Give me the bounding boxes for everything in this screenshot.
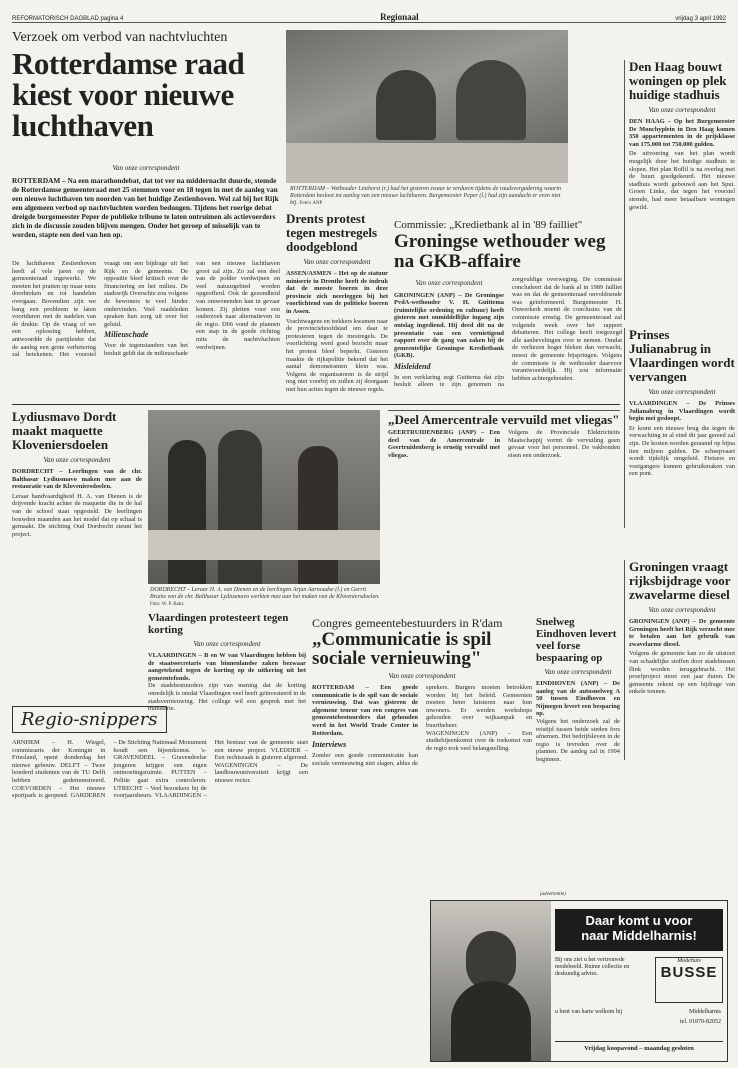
denhaag-article (624, 60, 735, 320)
congres-body-2: WAGENINGEN (ANP) – Een studiebijeenkomst over de toekomst van de regio trok veel belangstelling. (426, 729, 532, 752)
julianabrug-body: Er komt een nieuwe brug die tegen de verwachting in al eind dit jaar gereed zal zijn. De kosten worden geraamd op bijna tien miljoen gulden. De scheepvaart wordt tijdelijk omgeleid. Fietsers en voetgangers kunnen gebruikmaken van een pont. (629, 424, 735, 478)
julianabrug-article (624, 328, 735, 528)
congres-body: Zonder een goede communicatie kan sociale vernieuwing niet slagen, aldus de sprekers. Burgers moeten betrokken worden bij het beleid. Gemeenten moeten beter luisteren naar hun inwoners. Er werden workshops gehouden over wijkaanpak en buurtbeheer. (312, 684, 532, 767)
regio-snippers (12, 706, 308, 1061)
denhaag-headline: Den Haag bouwt woningen op plek huidige stadhuis (629, 59, 727, 102)
ameroncentrale-body: Volgens de Provinciale Elektriciteits Maatschappij vormt de vervuiling geen gevaar voor het personeel. De vakbonden eisen een onderzoek. (508, 429, 620, 459)
header-date: vrijdag 3 april 1992 (675, 16, 726, 22)
lydiusmavo-lead: DORDRECHT – Leerlingen van de chr. Balthasar Lydiusmavo maken mee aan de restauratie van de Kloveniersdoelen. (12, 468, 142, 491)
regio-title: Regio-snippers (12, 706, 167, 733)
main-subheading: Milieuschade (104, 330, 149, 340)
julianabrug-byline: Van onze correspondent (648, 388, 716, 396)
ad-phone: tel. 01870-82052 (680, 1019, 721, 1025)
lydiusmavo-body: Leraar handvaardigheid H. A. van Dienen is de drijvende kracht achter de maquette die in de hal van de school staat opgesteld. De leerlingen bouwden maanden aan het model dat op schaal is gemaakt. De stichting Oud Dordrecht steunt het project. (12, 492, 142, 538)
congres-subheading: Interviews (312, 740, 347, 750)
main-body-text: De luchthaven Zestienhoven heeft al vele jaren op de gemeenteraad ingewerkt. We moeten het pratten op maar eens doorbreken en tot handelen overgaan. Bovendien zijn we bang een probleem te laten voortduren met de nadelen van de drukte. Op de vraag of we een oplossing hebben, antwoordde de partijleider dat de aanleg een grote verbetering zal betekenen. Het voorstel vraagt om een bijdrage uit het Rijk en de gemeente. De oppositie bleef kritisch over de financiering en het milieu. De stadswijk Overschie zou volgens de bewoners te veel hinder ondervinden. Veel raadsleden spraken hun zorg uit over het geluid. (12, 260, 188, 359)
drents-headline: Drents protest tegen mestregels doodgeblond (286, 211, 378, 254)
congres-article (312, 616, 532, 886)
congres-lead: ROTTERDAM – Een goede communicatie is de spil van de sociale vernieuwing. Dat was gisteren de algemene teneur van een congres van gemeentebestuurders dat gehouden werd in het World Trade Center in Rotterdam. (312, 684, 418, 737)
drents-article (286, 212, 388, 398)
denhaag-lead: DEN HAAG – Op het Burgemeester De Monchyplein in Den Haag komen 350 appartementen in de prijsklasse van 175.000 tot 750.000 gulden. (629, 118, 735, 148)
rijksbijdrage-lead: GRONINGEN (ANP) – De gemeente Groningen heeft het Rijk verzocht mee te betalen aan het gebruik van zwavelarme diesel. (629, 618, 735, 648)
lydiusmavo-headline: Lydiusmavo Dordt maakt maquette Kloveniersdoelen (12, 409, 117, 452)
snelweg-lead: EINDHOVEN (ANP) – De aanleg van de autosnelweg A 50 tussen Eindhoven en Nijmegen levert een besparing op. (536, 680, 620, 718)
photo1-caption-text: ROTTERDAM – Wethouder Linthorst (r.) had het gisteren zwaar te verduren tijdens de raadsvergadering waarin Rotterdam besloot tot aanleg van een nieuwe luchthaven. Burgemeester Peper (l.) had zijn aandacht er even niet bij. (290, 186, 562, 206)
vlaardingen-headline: Vlaardingen protesteert tegen korting (148, 612, 289, 636)
ad-photo (431, 901, 551, 1061)
ad-welcome: u bent van harte welkom bij (555, 1009, 623, 1015)
snelweg-headline: Snelweg Eindhoven levert veel forse bespaaring op (536, 616, 617, 664)
ad-body: Bij ons ziet u het vertrouwde modebeeld. Ruime collectie en deskundig advies. (555, 957, 630, 977)
ad-tagline-2: naar Middelharnis! (581, 928, 697, 943)
drents-body: Vrachtwagens en trekkers kwamen naar de provinciehoofdstad om daar te protesteren tegen de mestregels. De voorlichting werd goed bezocht maar het protest bleef beperkt. Gisteren maakte de rijkspolitie bekend dat het aantal demonstranten klein was. Volgens de organisatoren is de strijd nog niet voorbij en zullen zij doorgaan met hun acties tegen de nieuwe regels. (286, 317, 388, 393)
congres-byline: Van onze correspondent (388, 672, 456, 680)
ameroncentrale-headline: „Deel Amercentrale vervuild met vliegas" (388, 412, 620, 427)
ameroncentrale-lead: GEERTRUIDENBERG (ANP) – Een deel van de Amercentrale in Geertruidenberg is ernstig vervuild met vliegas. (388, 429, 500, 459)
julianabrug-headline: Prinses Julianabrug in Vlaardingen wordt vervangen (629, 327, 735, 384)
lydiusmavo-byline: Van onze correspondent (43, 456, 111, 464)
groningse-lead: GRONINGEN (ANP) – De Groningse PvdA-wethouder V. H. Guittema (ruimtelijke ordening en cultuur) heeft gisteren met onmiddellijke ingang zijn ontslag ingediend. Hij deed dit na de presentatie van een vernietigend rapport over de gang van zaken bij de gemeentelijke Groningse Kredietbank (GKB). (394, 291, 504, 360)
rijksbijdrage-body: Volgens de gemeente kan zo de uitstoot van schadelijke stoffen door stadsbussen flink worden teruggebracht. Het proefproject moet een jaar duren. De gemeente rekent op een bijdrage van enkele tonnen. (629, 650, 735, 696)
main-kicker: Verzoek om verbod van nachtvluchten (12, 30, 228, 45)
ad-tagline-box (555, 909, 723, 951)
rijksbijdrage-headline: Groningen vraagt rijksbijdrage voor zwavelarme diesel (629, 559, 731, 602)
vlaardingen-body: De stadsbestuurders zijn van mening dat de korting onredelijk is omdat Vlaardingen veel heeft geïnvesteerd in de stadsvernieuwing. Het college wil een gesprek met het ministerie. (148, 682, 306, 713)
ad-footer: Vrijdag koopavond – maandag gesloten (555, 1041, 723, 1052)
header-left: REFORMATORISCH DAGBLAD pagina 4 (12, 16, 124, 22)
rijksbijdrage-byline: Van onze correspondent (648, 606, 716, 614)
section-title: Regionaal (380, 12, 419, 22)
groningse-headline: Groningse wethouder weg na GKB-affaire (394, 231, 606, 272)
vlaardingen-byline: Van onze correspondent (193, 640, 261, 648)
groningse-subheading: Misleidend (394, 361, 431, 371)
photo1-caption (290, 186, 562, 207)
drents-byline: Van onze correspondent (303, 258, 371, 266)
vlaardingen-article (148, 612, 306, 713)
groningse-article (394, 218, 622, 400)
photo2-caption (150, 587, 380, 608)
ad-brand: BUSSE (660, 964, 718, 981)
julianabrug-lead: VLAARDINGEN – De Prinses Julianabrug in Vlaardingen wordt begin mei gesloopt. (629, 400, 735, 423)
photo-council-meeting (286, 30, 568, 183)
page-header (12, 6, 726, 23)
advertisement-busse (430, 900, 728, 1062)
vlaardingen-lead: VLAARDINGEN – B en W van Vlaardingen hebben bij de staatssecretaris van binnenlandse zaken bezwaar aangetekend tegen de korting op de uitkering uit het gemeentefonds. (148, 652, 306, 682)
ad-label: (advertentie) (540, 892, 566, 897)
snelweg-body: Volgens het onderzoek zal de reistijd tussen beide steden fors afnemen. Het bedrijfsleven in de regio is tevreden over de plannen. De aanleg zal in 1994 beginnen. (536, 717, 620, 763)
groningse-body: In een verklaring zegt Guittema dat zijn besluit alleen te zijn genomen na zorgvuldige overweging. De commissie concludeert dat de bank al in 1989 failliet was en dat de gemeenteraad onvoldoende was geïnformeerd. Burgemeester H. Ouwerkerk noemt de conclusies van de commissie ernstig. De gemeenteraad zal volgende week over het rapport debatteren. Het college heeft toegezegd alle aanbevelingen over te nemen. Omdat de verliezen hoger bleken dan verwacht, moest de gemeente bijspringen. Volgens de commissie is de wethouder daarvoor verantwoordelijk. Hij zou informatie hebben achtergehouden. (394, 276, 622, 389)
ad-brand-top: Modehuis (677, 958, 701, 964)
ad-logo (655, 957, 723, 1003)
photo-maquette (148, 410, 380, 584)
denhaag-body: De uitvoering van het plan wordt mogelijk door het huidige stadhuis te slopen. Het plan Boflil is na overleg met de buurt goedgekeurd. Het nieuwe stadhuis wordt gebouwd aan het Spui. Groen Links, dat tegen het voorstel stemde, had meer betaalbare woningen gewild. (629, 150, 735, 211)
photo2-caption-text: DORDRECHT – Leraar H. A. van Dienen en de leerlingen Arjan Aarnoudse (l.) en Gerrit Bruins van de chr. Balthasar Lydiusmavo werkten mee aan het maken van de Kloveniersdoelen. (150, 587, 380, 600)
denhaag-byline: Van onze correspondent (648, 106, 716, 114)
photo2-credit: Foto: W. P. Bakx (150, 602, 184, 607)
snelweg-article (536, 616, 620, 886)
groningse-kicker: Commissie: „Kredietbank al in '89 failliet" (394, 219, 583, 231)
ad-place: Middelharnis (689, 1009, 721, 1015)
groningen-rijksbijdrage-article (624, 560, 735, 760)
congres-kicker: Congres gemeentebestuurders in R'dam (312, 616, 503, 630)
photo1-credit: Foto's ANP (299, 201, 323, 206)
main-byline: Van onze correspondent (112, 164, 180, 172)
snelweg-byline: Van onze correspondent (544, 668, 612, 676)
main-body (12, 260, 280, 400)
main-headline: Rotterdamse raad kiest voor nieuwe luchthaven (12, 46, 245, 143)
lydiusmavo-article (12, 410, 142, 700)
main-body-text-2: Voor de tegenstanders van het besluit geldt dat de milieuschade van een nieuwe luchthaven groot zal zijn. Zo zal een deel van de polder verdwijnen en veel natuurgebied worden opgeofferd. Ook de gezondheid van omwonenden kan in gevaar komen. Zij pleiten voor een onderzoek naar alternatieven in de regio. D66 vond de plannen een stap in de goede richting mits de nachtvluchten verdwijnen. (104, 260, 280, 357)
regio-body: ARNHEM – H. Wiegel, commissaris der Koningin in Friesland, opent donderdag het nieuwe gebouw. DELFT – Twee honderd studenten van de TU Delft hebben gedemonstreerd. COEVORDEN – Het nieuwe sportpark is geopend. GARDEREN – De Stichting Nationaal Monument houdt een bijeenkomst. 's-GRAVENDEEL – Gravendeelse jongeren krijgen een eigen ontmoetingsruimte. PUTTEN – Politie gaat extra controleren. UTRECHT – Veel bezoekers bij de voorjaarsbeurs. VLAARDINGEN – Het bestuur van de gemeente start een nieuw project. VLEDDER – Een rechtszaak is gisteren afgerond. WAGENINGEN – De landbouwuniversiteit krijgt een nieuwe rector. (12, 739, 308, 800)
ad-tagline-1: Daar komt u voor (585, 913, 693, 928)
main-lead-box (12, 160, 280, 239)
divider (12, 404, 620, 405)
main-article-head (12, 30, 280, 180)
main-lead: ROTTERDAM – Na een marathondebat, dat tot ver na middernacht duurde, stemde de Rotterdamse gemeenteraad met 25 stemmen voor en 18 tegen in met de aanleg van een nieuwe luchthaven ten noorden van het huidige Zestienhoven. Wel zal bij het Rijk een algemeen verbod op nachtvluchten worden bedongen. Tijdens het roerige debat dreigde burgemeester Peper de publieke tribune te laten ontruimen als actievoerders zich in de discussie zouden blijven mengen. Onder het geroep of misselijk van te worden, stapte een deel van hen op. (12, 176, 279, 239)
congres-headline: „Communicatie is spil sociale vernieuwing" (312, 629, 492, 669)
drents-lead: ASSEN/ASMEN – Het op de statuur miniserie in Drenthe heeft de indruk dat de meeste boeren in deze provincie zich neerleggen bij het voorlichtend van de politieke boeren in Assen. (286, 270, 388, 315)
groningse-byline: Van onze correspondent (415, 279, 483, 287)
ameroncentrale-article (388, 410, 620, 611)
